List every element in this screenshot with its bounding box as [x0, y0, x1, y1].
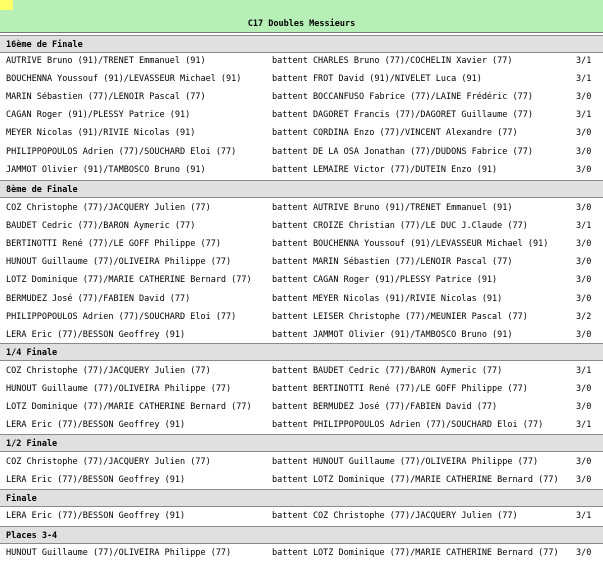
match-row: [0, 235, 603, 252]
match-row: [0, 507, 603, 524]
winner-pair: COZ Christophe (77)/JACQUERY Julien (77): [6, 203, 211, 213]
loser-pair: battent DE LA OSA Jonathan (77)/DUDONS Fabrice (77): [272, 146, 533, 157]
match-row: [0, 290, 603, 307]
match-row: [0, 453, 603, 470]
match-score: 3/0: [576, 275, 592, 286]
match-row: [0, 271, 603, 288]
winner-pair: PHILIPPOPOULOS Adrien (77)/SOUCHARD Eloi (77): [6, 311, 237, 322]
match-score: 3/0: [576, 402, 592, 413]
section-header: [0, 343, 603, 361]
section-header: [0, 434, 603, 452]
match-score: 3/0: [576, 203, 592, 213]
match-score: 3/0: [576, 164, 592, 175]
loser-pair: battent BOUCHENNA Youssouf (91)/LEVASSEUR Michael (91): [272, 239, 549, 250]
winner-pair: LOTZ Dominique (77)/MARIE CATHERINE Bernard (77): [6, 402, 252, 413]
loser-pair: battent MEYER Nicolas (91)/RIVIE Nicolas (91): [272, 293, 503, 304]
match-score: 3/1: [576, 366, 592, 376]
loser-pair: battent PHILIPPOPOULOS Adrien (77)/SOUCHARD Eloi (77): [272, 420, 544, 431]
match-score: 3/2: [576, 311, 592, 322]
winner-pair: BAUDET Cedric (77)/BARON Aymeric (77): [6, 221, 196, 232]
section-title: 16ème de Finale: [6, 40, 83, 50]
loser-pair: battent CHARLES Bruno (77)/COCHELIN Xavier (77): [272, 56, 513, 66]
loser-pair: battent DAGORET Francis (77)/DAGORET Guillaume (77): [272, 110, 533, 121]
match-score: 3/1: [576, 110, 592, 121]
loser-pair: battent BERMUDEZ José (77)/FABIEN David (77): [272, 402, 498, 413]
corner-marker: [0, 0, 13, 10]
winner-pair: MEYER Nicolas (91)/RIVIE Nicolas (91): [6, 128, 196, 139]
page-title: C17 Doubles Messieurs: [247, 19, 356, 29]
match-score: 3/0: [576, 146, 592, 157]
section-header: [0, 489, 603, 507]
match-row: [0, 161, 603, 178]
match-row: [0, 398, 603, 415]
section-title: 1/2 Finale: [6, 439, 58, 449]
loser-pair: battent CROIZE Christian (77)/LE DUC J.Claude (77): [272, 221, 528, 232]
winner-pair: LERA Eric (77)/BESSON Geoffrey (91): [6, 475, 186, 486]
title-bar: [0, 0, 603, 33]
loser-pair: battent FROT David (91)/NIVELET Luca (91): [272, 74, 482, 85]
winner-pair: LERA Eric (77)/BESSON Geoffrey (91): [6, 420, 186, 431]
match-row: [0, 471, 603, 488]
section-header: [0, 35, 603, 53]
match-row: [0, 124, 603, 141]
match-score: 3/0: [576, 92, 592, 103]
winner-pair: MARIN Sébastien (77)/LENOIR Pascal (77): [6, 92, 206, 103]
match-row: [0, 544, 603, 561]
match-score: 3/1: [576, 420, 592, 431]
winner-pair: PHILIPPOPOULOS Adrien (77)/SOUCHARD Eloi (77): [6, 146, 237, 157]
winner-pair: JAMMOT Olivier (91)/TAMBOSCO Bruno (91): [6, 164, 206, 175]
match-row: [0, 52, 603, 69]
winner-pair: HUNOUT Guillaume (77)/OLIVEIRA Philippe (77): [6, 548, 232, 558]
loser-pair: battent CAGAN Roger (91)/PLESSY Patrice (91): [272, 275, 498, 286]
loser-pair: battent HUNOUT Guillaume (77)/OLIVEIRA Philippe (77): [272, 457, 539, 467]
match-row: [0, 70, 603, 87]
section-header: [0, 180, 603, 198]
loser-pair: battent MARIN Sébastien (77)/LENOIR Pascal (77): [272, 257, 513, 268]
match-score: 3/0: [576, 329, 592, 340]
match-score: 3/0: [576, 457, 592, 467]
winner-pair: AUTRIVE Bruno (91)/TRENET Emmanuel (91): [6, 56, 206, 66]
loser-pair: battent COZ Christophe (77)/JACQUERY Julien (77): [272, 511, 518, 521]
loser-pair: battent LOTZ Dominique (77)/MARIE CATHERINE Bernard (77): [272, 475, 559, 486]
match-row: [0, 308, 603, 325]
match-score: 3/0: [576, 384, 592, 395]
match-score: 3/1: [576, 511, 592, 521]
loser-pair: battent JAMMOT Olivier (91)/TAMBOSCO Bruno (91): [272, 329, 513, 340]
loser-pair: battent LEMAIRE Victor (77)/DUTEIN Enzo (91): [272, 164, 498, 175]
match-row: [0, 217, 603, 234]
match-score: 3/1: [576, 74, 592, 85]
winner-pair: COZ Christophe (77)/JACQUERY Julien (77): [6, 457, 211, 467]
winner-pair: CAGAN Roger (91)/PLESSY Patrice (91): [6, 110, 191, 121]
section-title: 1/4 Finale: [6, 348, 58, 358]
match-row: [0, 362, 603, 379]
match-row: [0, 88, 603, 105]
match-row: [0, 106, 603, 123]
winner-pair: BOUCHENNA Youssouf (91)/LEVASSEUR Michael (91): [6, 74, 242, 85]
winner-pair: HUNOUT Guillaume (77)/OLIVEIRA Philippe (77): [6, 257, 232, 268]
winner-pair: LOTZ Dominique (77)/MARIE CATHERINE Bernard (77): [6, 275, 252, 286]
loser-pair: battent AUTRIVE Bruno (91)/TRENET Emmanuel (91): [272, 203, 513, 213]
match-score: 3/1: [576, 221, 592, 232]
loser-pair: battent CORDINA Enzo (77)/VINCENT Alexandre (77): [272, 128, 518, 139]
loser-pair: battent BERTINOTTI René (77)/LE GOFF Philippe (77): [272, 384, 528, 395]
match-row: [0, 380, 603, 397]
section-title: Places 3-4: [6, 531, 58, 541]
loser-pair: battent LOTZ Dominique (77)/MARIE CATHERINE Bernard (77): [272, 548, 559, 558]
match-row: [0, 416, 603, 433]
match-score: 3/1: [576, 56, 592, 66]
match-score: 3/0: [576, 475, 592, 486]
winner-pair: COZ Christophe (77)/JACQUERY Julien (77): [6, 366, 211, 376]
match-score: 3/0: [576, 128, 592, 139]
loser-pair: battent BOCCANFUSO Fabrice (77)/LAINE Frédéric (77): [272, 92, 533, 103]
winner-pair: BERTINOTTI René (77)/LE GOFF Philippe (77): [6, 239, 221, 250]
winner-pair: LERA Eric (77)/BESSON Geoffrey (91): [6, 511, 186, 521]
match-score: 3/0: [576, 257, 592, 268]
match-score: 3/0: [576, 548, 592, 558]
winner-pair: LERA Eric (77)/BESSON Geoffrey (91): [6, 329, 186, 340]
winner-pair: BERMUDEZ José (77)/FABIEN David (77): [6, 293, 191, 304]
section-title: Finale: [6, 494, 37, 504]
match-score: 3/0: [576, 293, 592, 304]
match-score: 3/0: [576, 239, 592, 250]
match-row: [0, 199, 603, 216]
loser-pair: battent LEISER Christophe (77)/MEUNIER Pascal (77): [272, 311, 528, 322]
match-row: [0, 253, 603, 270]
match-row: [0, 326, 603, 343]
section-header: [0, 526, 603, 544]
loser-pair: battent BAUDET Cedric (77)/BARON Aymeric (77): [272, 366, 503, 376]
match-row: [0, 143, 603, 160]
winner-pair: HUNOUT Guillaume (77)/OLIVEIRA Philippe (77): [6, 384, 232, 395]
section-title: 8ème de Finale: [6, 185, 78, 195]
